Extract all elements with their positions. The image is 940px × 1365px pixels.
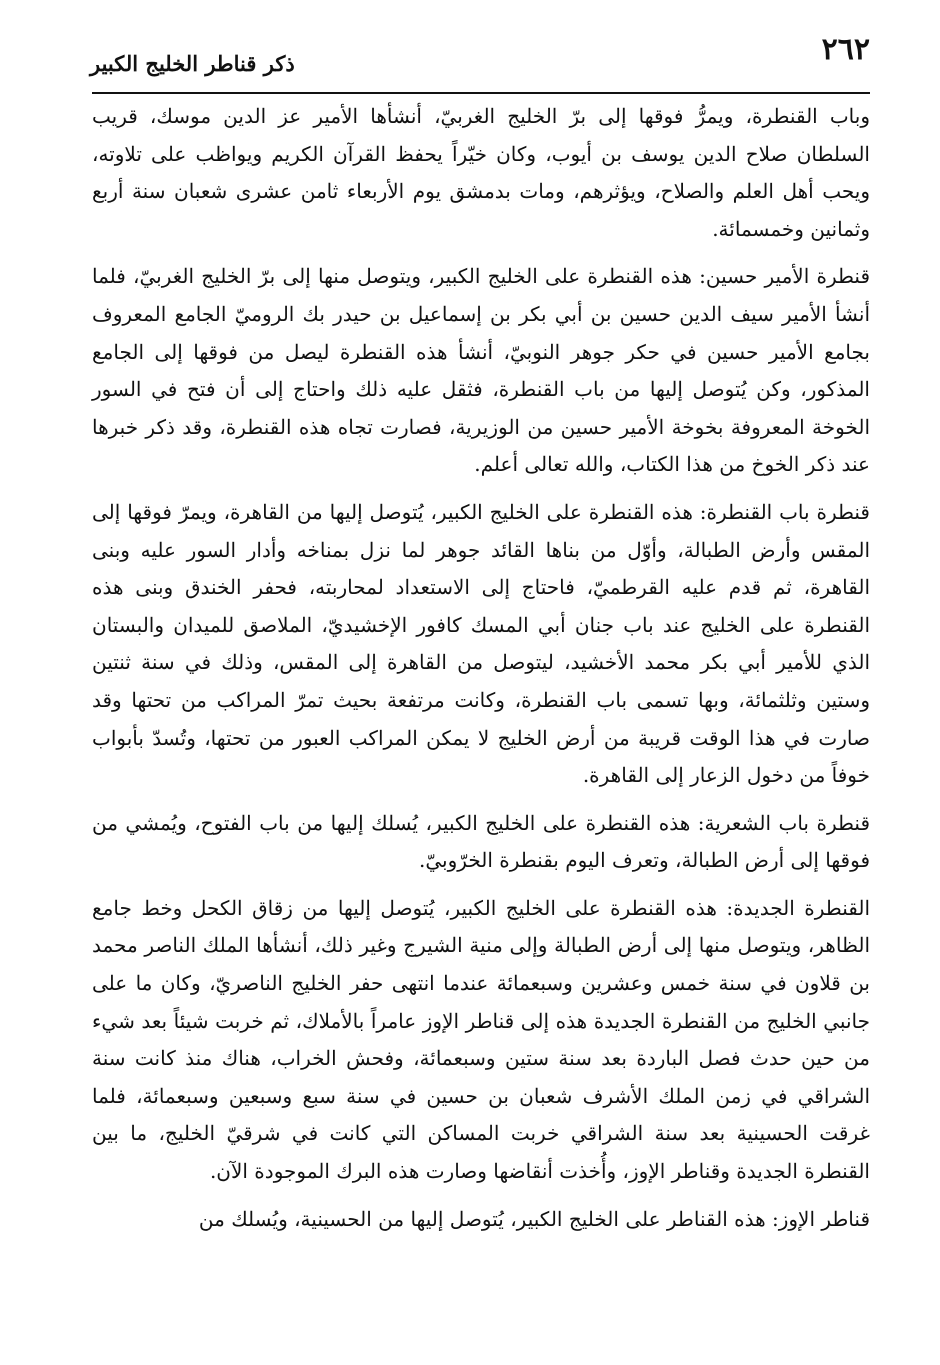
paragraph-qanatir-al-iwazz: قناطر الإوز: هذه القناطر على الخليج الكبير، يُتوصل إليها من الحسينية، ويُسلك من [198, 1206, 870, 1231]
paragraph-qantarat-al-amir-husayn: قنطرة الأمير حسين: هذه القنطرة على الخليج الكبير، ويتوصل منها إلى برّ الخليج الغربيّ، فلما أنشأ الأمير سيف الدين حسين بن أبي بكر بن إسماعيل بن حيدر بك الروميّ الجامع المعروف بجامع الأمير حسين في حكر جوهر النوبيّ، أنشأ هذه القنطرة ليصل من فوقها إلى الجامع المذكور، وكن يُتوصل إليها من باب القنطرة، فثقل عليه ذلك واحتاج إلى أن فتح في السور الخوخة المعروفة بخوخة الأمير حسين من الوزيرية، فصارت تجاه هذه القنطرة، وقد ذكر خبرها عند ذكر الخوخ من هذا الكتاب، والله تعالى أعلم. [92, 264, 870, 477]
paragraph-continuation: وباب القنطرة، ويمرُّ فوقها إلى برّ الخليج الغربيّ، أنشأها الأمير عز الدين موسك، قريب السلطان صلاح الدين يوسف بن أيوب، وكان خيّراً يحفظ القرآن الكريم ويواظب على تلاوته، ويحب أهل العلم والصلاح، ويؤثرهم، ومات بدمشق يوم الأربعاء ثامن عشرى شعبان سنة أربع وثمانين وخمسمائة. [92, 104, 870, 241]
paragraph-qantarat-bab-al-qantara: قنطرة باب القنطرة: هذه القنطرة على الخليج الكبير، يُتوصل إليها من القاهرة، ويمرّ فوقها إلى المقس وأرض الطبالة، وأوّل من بناها القائد جوهر لما نزل بمناخه وأدار السور عليه وبنى القاهرة، ثم قدم عليه القرطميّ، فاحتاج إلى الاستعداد لمحاربته، فحفر الخندق وبنى هذه القنطرة على الخليج عند باب جنان أبي المسك كافور الإخشيديّ، الملاصق للميدان والبستان الذي للأمير أبي بكر محمد الأخشيد، ليتوصل من القاهرة إلى المقس، وذلك في سنة ثنتين وستين وثلثمائة، وبها تسمى باب القنطرة، وكانت مرتفعة بحيث تمرّ المراكب من تحتها وقد صارت في هذا الوقت قريبة من أرض الخليج لا يمكن المراكب العبور من تحتها، وتُسدّ بأبواب خوفاً من دخول الزعار إلى القاهرة. [92, 499, 871, 788]
main-text [92, 98, 870, 1238]
page-number: ٢٦٢ [821, 32, 870, 67]
running-title: ذكر قناطر الخليج الكبير [90, 51, 295, 76]
page-header [90, 32, 870, 92]
header-rule [92, 92, 870, 94]
paragraph-al-qantara-al-jadida: القنطرة الجديدة: هذه القنطرة على الخليج الكبير، يُتوصل إليها من زقاق الكحل وخط جامع الظاهر، ويتوصل منها إلى أرض الطبالة وإلى منية الشيرج وغير ذلك، أنشأها الملك الناصر محمد بن قلاون في سنة خمس وعشرين وسبعمائة عندما انتهى حفر الخليج الناصريّ، وكان ما على جانبي الخليج من القنطرة الجديدة هذه إلى قناطر الإوز عامراً بالأملاك، ثم خربت شيئاً بعد شيء من حين حدث فصل الباردة بعد سنة ستين وسبعمائة، وفحش الخراب، هناك منذ كانت سنة الشراقي في زمن الملك الأشرف شعبان بن حسين في سنة سبع وسبعين وسبعمائة، فلما غرقت الحسينية بعد سنة الشراقي خربت المساكن التي كانت في شرقيّ الخليج، ما بين القنطرة الجديدة وقناطر الإوز، وأُخذت أنقاضها وصارت هذه البرك الموجودة الآن. [92, 895, 870, 1184]
paragraph-qantarat-bab-al-shaariya: قنطرة باب الشعرية: هذه القنطرة على الخليج الكبير، يُسلك إليها من باب الفتوح، ويُمشي من فوقها إلى أرض الطبالة، وتعرف اليوم بقنطرة الخرّوبيّ. [92, 810, 870, 873]
